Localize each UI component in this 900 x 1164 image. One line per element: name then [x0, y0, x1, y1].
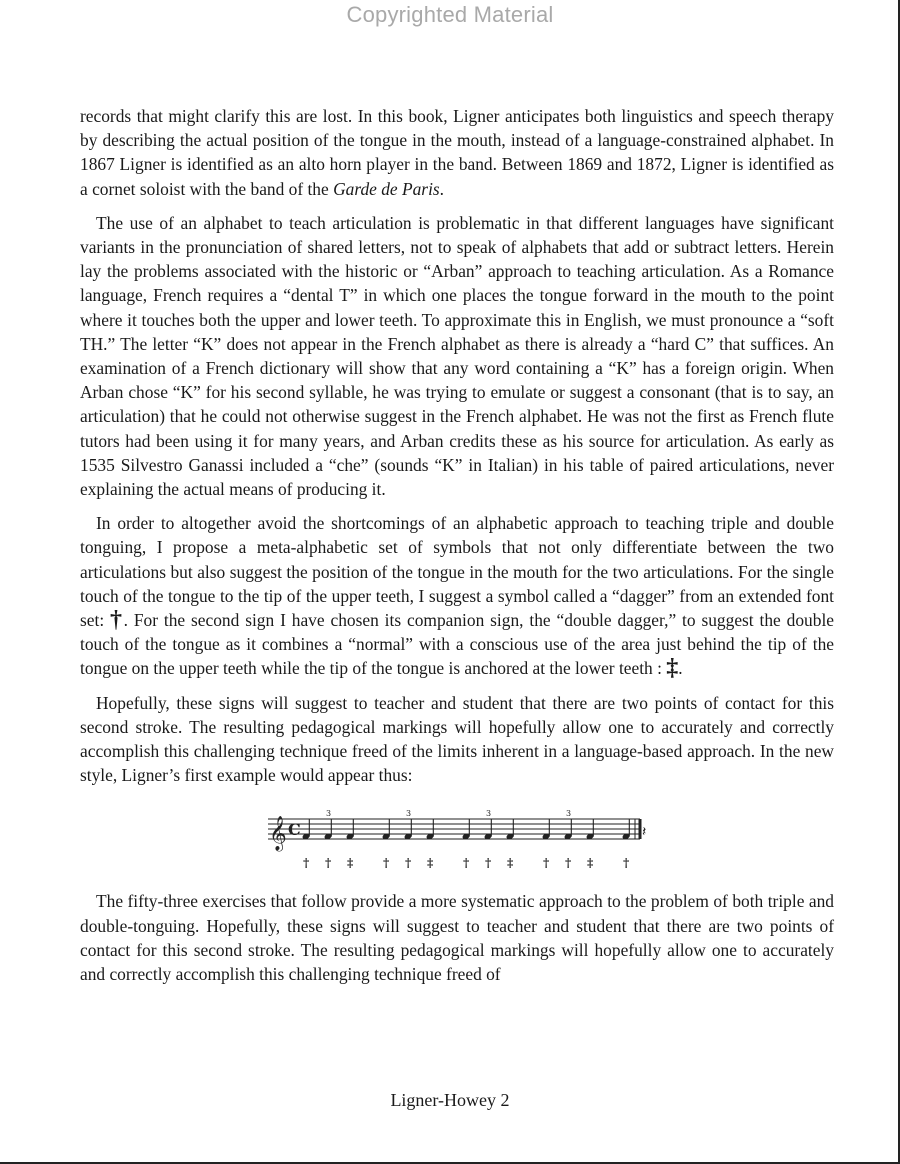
watermark: Copyrighted Material [346, 2, 554, 27]
double-dagger-icon: ‡ [507, 856, 514, 871]
dagger-icon: † [565, 856, 572, 871]
treble-clef-icon [269, 816, 301, 852]
quarter-rest: 𝄽 [642, 824, 647, 841]
paragraph-3: In order to altogether avoid the shortcomings of an alphabetic approach to teaching triple and double tonguing, I propose a meta-alphabetic set of symbols that not only differentiate between the two articulations but also suggest the position of the tongue in the mouth for the two articulations. For the single touch of the tongue to the tip of the upper teeth, I suggest a symbol called a “dagger” from an extended font set: †. For the second sign I have chosen its companion sign, the “double dagger,” to suggest the double touch of the tongue as it combines a “normal” with a conscious use of the area just behind the tip of the tongue on the upper teeth while the tip of the tongue is anchored at the lower teeth : ‡. [80, 513, 835, 682]
time-signature: C [288, 820, 301, 840]
paragraph-2: The use of an alphabet to teach articulation is problematic in that different languages have significant variants in the pronunciation of shared letters, not to speak of alphabets that add or subtract letters. Herein lay the problems associated with the historic or “Arban” approach to teaching articulation. As a Romance language, French requires a “dental T” in which one places the tongue forward in the mouth to the point where it touches both the upper and lower teeth. To approximate this in English, we must pronounce a “soft TH.” The letter “K” does not appear in the French alphabet as there is already a “hard C” that suffices. An examination of a French dictionary will show that any word containing a “K” has a foreign origin. When Arban chose “K” for his second syllable, he was trying to emulate or suggest a consonant (that is to say, an articulation) that he could not otherwise suggest in the French alphabet. He was not the first as French flute tutors had been using it for many years, and Arban credits these as his source for articulation. As early as 1535 Silvestro Ganassi included a “che” (sounds “K” in Italian) in his table of paired articulations, never explaining the actual means of producing it. [80, 212, 834, 500]
dagger-icon: † [543, 856, 550, 871]
music-example [80, 805, 834, 883]
double-dagger-icon: ‡ [427, 856, 434, 871]
triplet-mark: 3 [406, 809, 412, 819]
page-body [80, 104, 834, 996]
paragraph-4: Hopefully, these signs will suggest to teacher and student that there are two points of contact for this second stroke. The resulting pedagogical markings will hopefully allow one to accurately and correctly accomplish this challenging technique freed of the limits inherent in a language-based approach. In the new style, Ligner’s first example would appear thus: [80, 692, 834, 786]
double-dagger-icon: ‡ [347, 856, 354, 871]
dagger-icon: † [485, 856, 492, 871]
paragraph-5: The fifty-three exercises that follow provide a more systematic approach to the problem of both triple and double-tonguing. Hopefully, these signs will suggest to teacher and student that there are two points of contact for this second stroke. The resulting pedagogical markings will hopefully allow one to accurately and correctly accomplish this challenging technique freed of [80, 891, 834, 985]
paragraph-1: records that might clarify this are lost. In this book, Ligner anticipates both linguistics and speech therapy by describing the actual position of the tongue in the mouth, instead of a language-constrained alphabet. In 1867 Ligner is identified as an alto horn player in the band. Between 1869 and 1872, Ligner is identified as a cornet soloist with the band of the Garde de Paris. [80, 106, 834, 199]
triplet-mark: 3 [486, 809, 492, 819]
dagger-icon: † [383, 856, 390, 871]
music-staff [268, 809, 648, 881]
page-footer: Ligner-Howey 2 [390, 1090, 510, 1110]
dagger-icon: † [303, 856, 310, 871]
dagger-icon: † [325, 856, 332, 871]
treble-clef-glyph: 𝄞 [269, 816, 287, 852]
dagger-icon: † [463, 856, 470, 871]
double-dagger-symbol: ‡ [666, 655, 679, 682]
italic-title: Garde de Paris [333, 178, 440, 199]
double-dagger-icon: ‡ [587, 856, 594, 871]
dagger-icon: † [623, 856, 630, 871]
triplet-mark: 3 [566, 809, 572, 819]
dagger-icon: † [405, 856, 412, 871]
triplet-mark: 3 [326, 809, 332, 819]
dagger-symbol: † [110, 607, 124, 634]
